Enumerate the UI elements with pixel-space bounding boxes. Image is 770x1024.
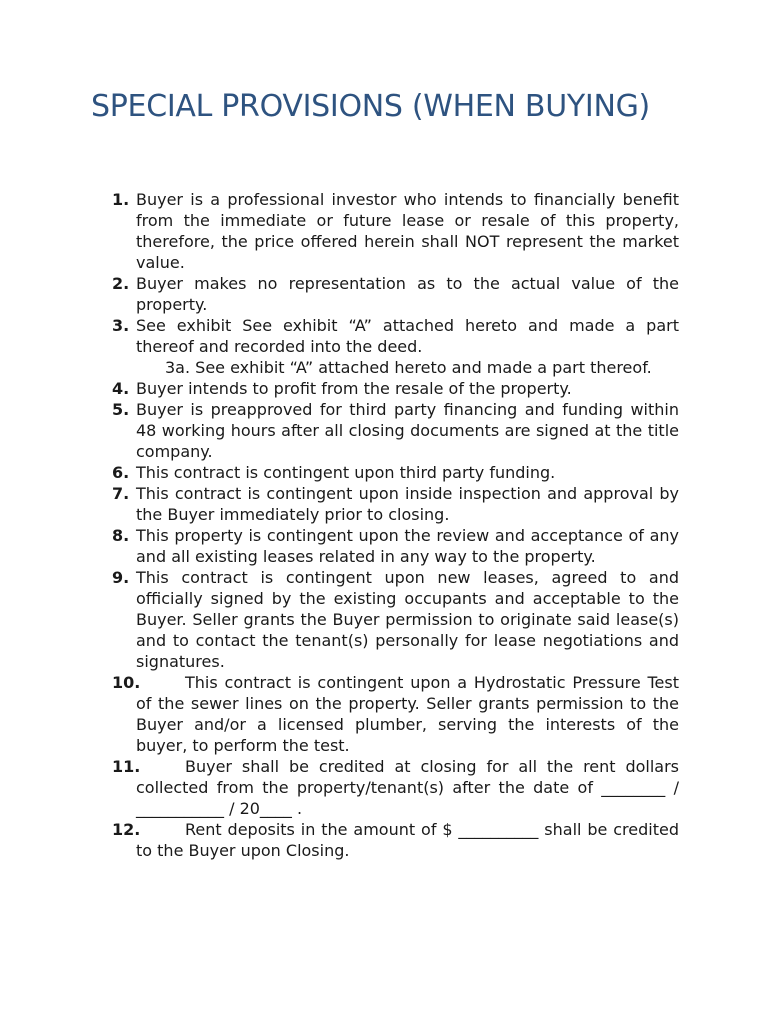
provision-text: This contract is contingent upon inside inspection and approval by the Buyer immediately prior to closing. bbox=[136, 484, 679, 524]
provision-number: 11. bbox=[112, 757, 141, 776]
provision-item bbox=[112, 672, 679, 756]
provision-number: 3. bbox=[112, 316, 130, 335]
provision-text: Buyer intends to profit from the resale of the property. bbox=[136, 379, 572, 398]
provision-item bbox=[112, 567, 679, 672]
provision-item bbox=[112, 819, 679, 861]
provision-subtext: 3a. See exhibit “A” attached hereto and made a part thereof. bbox=[165, 358, 652, 377]
provision-item bbox=[112, 483, 679, 525]
provision-number: 5. bbox=[112, 400, 130, 419]
provision-text: Buyer is preapproved for third party financing and funding within 48 working hours after all closing documents are signed at the title company. bbox=[136, 400, 679, 461]
provision-item bbox=[112, 399, 679, 462]
document-title: SPECIAL PROVISIONS (WHEN BUYING) bbox=[91, 89, 650, 124]
provision-text: This contract is contingent upon third party funding. bbox=[136, 463, 556, 482]
provision-item bbox=[112, 378, 679, 399]
provisions-list bbox=[112, 189, 679, 861]
provision-item bbox=[112, 525, 679, 567]
provision-number: 2. bbox=[112, 274, 130, 293]
provision-number: 10. bbox=[112, 673, 141, 692]
provision-text: Buyer is a professional investor who intends to financially benefit from the immediate or future lease or resale of this property, therefore, the price offered herein shall NOT represent the market value. bbox=[136, 190, 679, 272]
provision-subitem bbox=[112, 357, 679, 378]
provision-number: 1. bbox=[112, 190, 130, 209]
provision-text: This contract is contingent upon new leases, agreed to and officially signed by the existing occupants and acceptable to the Buyer. Seller grants the Buyer permission to originate said lease(s) and to contact the tenant(s) personally for lease negotiations and signatures. bbox=[136, 568, 679, 671]
provision-number: 4. bbox=[112, 379, 130, 398]
provision-number: 7. bbox=[112, 484, 130, 503]
provision-number: 8. bbox=[112, 526, 130, 545]
provision-number: 12. bbox=[112, 820, 141, 839]
provision-item bbox=[112, 273, 679, 315]
provision-text: This property is contingent upon the review and acceptance of any and all existing leases related in any way to the property. bbox=[136, 526, 679, 566]
provision-item bbox=[112, 462, 679, 483]
provision-number: 9. bbox=[112, 568, 130, 587]
provision-item bbox=[112, 756, 679, 819]
provision-text: Buyer shall be credited at closing for all the rent dollars collected from the property/tenant(s) after the date of ________ / ___________ / 20____ . bbox=[136, 757, 679, 818]
provision-item bbox=[112, 189, 679, 273]
provision-number: 6. bbox=[112, 463, 130, 482]
provision-item bbox=[112, 315, 679, 357]
provision-text: Buyer makes no representation as to the actual value of the property. bbox=[136, 274, 679, 314]
provision-text: Rent deposits in the amount of $ __________ shall be credited to the Buyer upon Closing. bbox=[136, 820, 679, 860]
provision-text: This contract is contingent upon a Hydrostatic Pressure Test of the sewer lines on the property. Seller grants permission to the Buyer and/or a licensed plumber, serving the interests of the buyer, to perform the test. bbox=[136, 673, 679, 755]
provision-text: See exhibit See exhibit “A” attached hereto and made a part thereof and recorded into the deed. bbox=[136, 316, 679, 356]
